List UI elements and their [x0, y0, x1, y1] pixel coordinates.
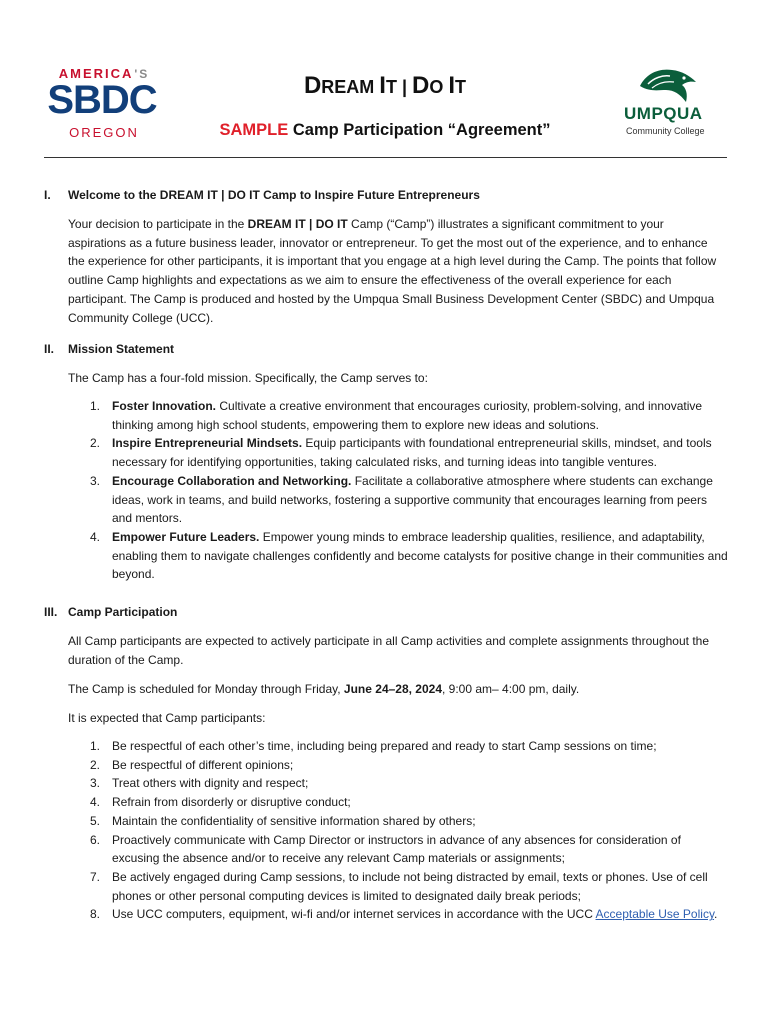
list-item: 8. Use UCC computers, equipment, wi-fi and/or internet services in accordance with the UCC Acceptable Use Policy. [90, 907, 718, 922]
eagle-icon [636, 64, 700, 104]
acceptable-use-policy-link[interactable]: Acceptable Use Policy [595, 907, 715, 922]
list-item: 3. Treat others with dignity and respect; [90, 776, 309, 791]
logo-america-text: AMERICA'S [58, 66, 150, 81]
page-subtitle: SAMPLE Camp Participation “Agreement” [219, 121, 551, 139]
list-item: 4. Empower Future Leaders. Empower young minds to embrace leadership qualities, resilience, and adaptability, enabling them to navigate challenges confidently and become catalysts for positive change in their communities and beyond. [90, 529, 728, 582]
logo-umpqua-text: UMPQUA [624, 104, 703, 123]
mission-list [68, 397, 728, 584]
list-item: 2. Inspire Entrepreneurial Mindsets. Equip participants with foundational entrepreneurial skills, mindset, and tools necessary for identifying opportunities, taking calculated risks, and turning ideas into tangible ventures. [90, 436, 712, 470]
list-item: 5. Maintain the confidentiality of sensitive information shared by others; [90, 813, 476, 828]
logo-sbdc-text: SBDC [47, 78, 157, 122]
list-item: 1. Be respectful of each other’s time, including being prepared and ready to start Camp sessions on time; [90, 739, 657, 753]
list-item: 3. Encourage Collaboration and Networking. Facilitate a collaborative atmosphere where students can exchange ideas, work in teams, and build networks, fostering a supportive community that encourages learning from peers and mentors. [90, 473, 713, 526]
list-item: 2. Be respectful of different opinions; [90, 757, 294, 772]
section-3-title: Camp Participation [68, 605, 178, 619]
logo-oregon-text: OREGON [69, 125, 139, 140]
list-item: 6. Proactively communicate with Camp Director or instructors in advance of any absences for consideration of excusing the absence and/or to receive any relevant Camp materials or assignments; [90, 832, 681, 866]
section-3-paragraph-1: All Camp participants are expected to actively participate in all Camp activities and complete assignments throughout the duration of the Camp. [68, 634, 709, 667]
section-2-title: Mission Statement [68, 342, 175, 356]
logo-community-college-text: Community College [626, 126, 705, 136]
section-3-number: III. [44, 605, 58, 619]
section-2-number: II. [44, 342, 55, 356]
section-1-title: Welcome to the DREAM IT | DO IT Camp to Inspire Future Entrepreneurs [68, 188, 480, 202]
page-title: DREAM IT | DO IT [303, 72, 467, 99]
umpqua-logo [624, 64, 720, 140]
section-1-paragraph: Your decision to participate in the DREAM IT | DO IT Camp (“Camp”) illustrates a significant commitment to your aspirations as a future business leader, innovator or entrepreneur. To get the most out of the experience, and to enhance the experience for other participants, it is important that you engage at a high level during the Camp. The points that follow outline Camp highlights and expectations as we aim to ensure the effectiveness of the overall experience for each participant. The Camp is produced and hosted by the Umpqua Small Business Development Center (SBDC) and Umpqua Community College (UCC). [68, 217, 717, 325]
expectations-list [68, 737, 728, 924]
header-divider [44, 157, 727, 158]
list-item: 7. Be actively engaged during Camp sessions, to include not being distracted by email, texts or phones. Use of cell phones or other personal computing devices is limited to designated daily break periods; [90, 869, 708, 903]
section-3-expectations-intro: It is expected that Camp participants: [68, 711, 266, 725]
list-item: 4. Refrain from disorderly or disruptive conduct; [90, 795, 351, 810]
section-2-intro: The Camp has a four-fold mission. Specifically, the Camp serves to: [68, 371, 428, 385]
section-3-schedule: The Camp is scheduled for Monday through Friday, June 24–28, 2024, 9:00 am– 4:00 pm, daily. [68, 682, 580, 696]
list-item: 1. Foster Innovation. Cultivate a creative environment that encourages curiosity, problem-solving, and innovative thinking among high school students, empowering them to explore new ideas and solutions. [90, 399, 703, 432]
sbdc-logo [42, 66, 164, 144]
section-1-number: I. [44, 188, 51, 202]
